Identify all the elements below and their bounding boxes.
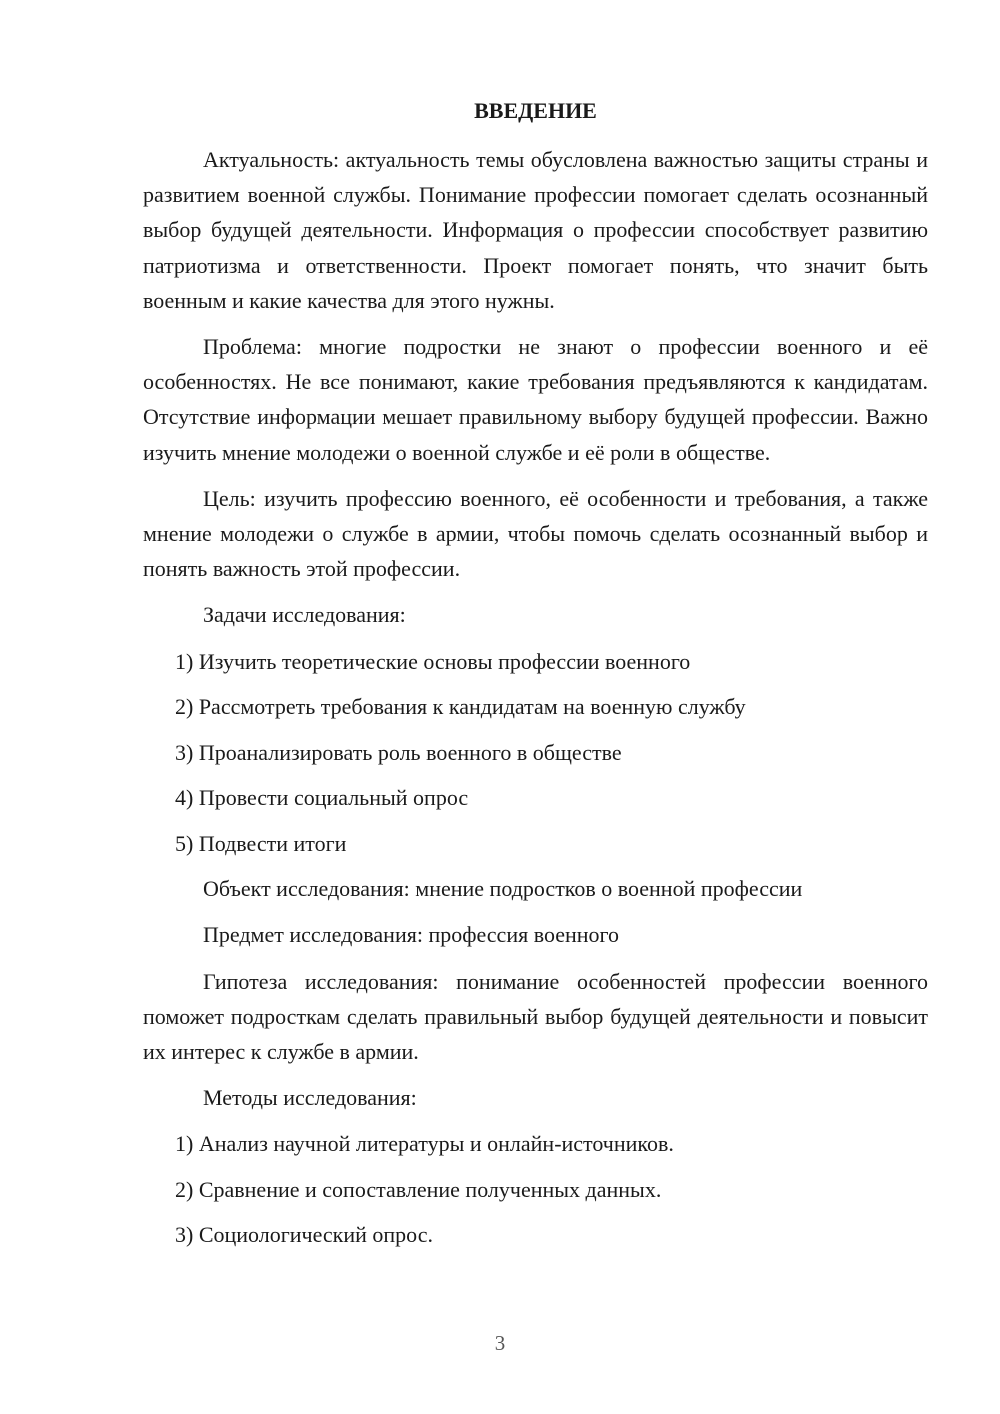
task-item: 4) Провести социальный опрос: [175, 785, 469, 811]
task-item: 5) Подвести итоги: [175, 830, 347, 856]
method-item: 3) Социологический опрос.: [175, 1222, 433, 1248]
goal-paragraph: Цель: изучить профессию военного, её особенности и требования, а также мнение молодежи о службе в армии, чтобы помочь сделать осознанный выбор и понять важность этой профессии.: [143, 485, 928, 582]
problem-paragraph: Проблема: многие подростки не знают о профессии военного и её особенностях. Не все понимают, какие требования предъявляются к кандидатам. Отсутствие информации мешает правильному выбору будущей профессии. Важно изучить мнение молодежи о военной службе и её роли в обществе.: [143, 334, 928, 465]
method-item: 2) Сравнение и сопоставление полученных данных.: [175, 1176, 662, 1202]
task-item: 1) Изучить теоретические основы профессии военного: [175, 648, 691, 674]
subject-paragraph: Предмет исследования: профессия военного: [203, 922, 620, 948]
tasks-heading: Задачи исследования:: [203, 602, 406, 628]
section-title: ВВЕДЕНИЕ: [474, 98, 597, 123]
hypothesis-paragraph: Гипотеза исследования: понимание особенностей профессии военного поможет подросткам сделать правильный выбор будущей деятельности и повысит их интерес к службе в армии.: [143, 968, 928, 1064]
method-item: 1) Анализ научной литературы и онлайн-источников.: [175, 1131, 674, 1157]
object-paragraph: Объект исследования: мнение подростков о военной профессии: [203, 876, 803, 902]
actuality-paragraph: Актуальность: актуальность темы обусловлена важностью защиты страны и развитием военной службы. Понимание профессии помогает сделать осознанный выбор будущей деятельности. Информация о профессии способствует развитию патриотизма и ответственности. Проект помогает понять, что значит быть военным и какие качества для этого нужны.: [143, 147, 928, 313]
task-item: 3) Проанализировать роль военного в обществе: [175, 739, 622, 765]
methods-heading: Методы исследования:: [203, 1085, 417, 1111]
page-number: 3: [494, 1331, 506, 1355]
task-item: 2) Рассмотреть требования к кандидатам на военную службу: [175, 694, 746, 720]
